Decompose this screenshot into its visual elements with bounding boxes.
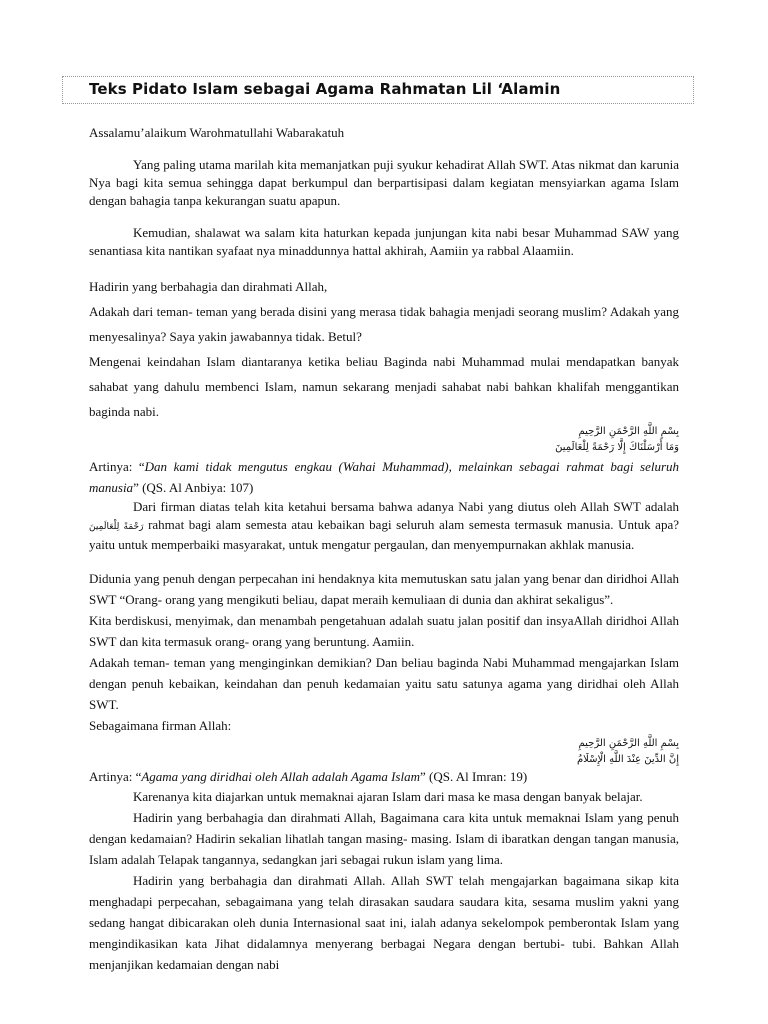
paragraph-keindahan: Mengenai keindahan Islam diantaranya ketika beliau Baginda nabi Muhammad mulai mendapatkan banyak sahabat yang dahulu membenci Islam, namun sekarang menjadi sahabat nabi bahkan khalifah menggantikan baginda nabi. <box>89 354 679 419</box>
paragraph-opening: Yang paling utama marilah kita memanjatkan puji syukur kehadirat Allah SWT. Atas nikmat dan karunia Nya bagi kita semua sehingga dapat berkumpul dan berpartisipasi dalam kegiatan mensyiarkan agama Islam dengan bahagia tanpa kekurangan suatu apapun. <box>89 157 679 208</box>
paragraph-question: Adakah dari teman- teman yang berada disini yang merasa tidak bahagia menjadi seorang muslim? Adakah yang menyesalinya? Saya yakin jawabannya tidak. Betul? <box>89 304 679 344</box>
document-body <box>89 124 679 975</box>
paragraph-diskusi: Kita berdiskusi, menyimak, dan menambah pengetahuan adalah suatu jalan positif dan insyaAllah diridhoi Allah SWT dan kita termasuk orang- orang yang beruntung. Aamiin. <box>89 613 679 649</box>
document-title: Teks Pidato Islam sebagai Agama Rahmatan Lil ‘Alamin <box>89 80 561 98</box>
translation-2-text: Agama yang diridhai oleh Allah adalah Agama Islam <box>141 769 420 784</box>
arabic-verse-1: وَمَا أَرْسَلْنَاكَ إِلَّا رَحْمَةً لِلْعَالَمِينَ <box>555 442 679 453</box>
paragraph-perpecahan: Didunia yang penuh dengan perpecahan ini hendaknya kita memutuskan satu jalan yang benar dan diridhoi Allah SWT “Orang- orang yang mengikuti beliau, dapat meraih kemuliaan di dunia dan akhirat sekaligus”. <box>89 571 679 607</box>
translation-1-text: Dan kami tidak mengutus engkau (Wahai Muhammad), melainkan sebagai rahmat bagi seluruh manusia <box>89 459 680 495</box>
paragraph-shalawat: Kemudian, shalawat wa salam kita haturkan kepada junjungan kita nabi besar Muhammad SAW yang senantiasa kita nantikan syafaat nya minaddunnya hattal akhirah, Aamiin ya rabbal Alaamiin. <box>89 225 679 258</box>
greeting: Assalamu’alaikum Warohmatullahi Wabarakatuh <box>89 125 345 140</box>
arabic-verse-2: إِنَّ الدِّينَ عِنْدَ اللَّهِ الْإِسْلَامُ <box>576 754 679 765</box>
translation-2-prefix: Artinya: “ <box>89 769 142 784</box>
arabic-basmala-2: بِسْمِ اللَّهِ الرَّحْمَنِ الرَّحِيمِ <box>578 738 679 749</box>
translation-1-source: ” (QS. Al Anbiya: 107) <box>133 480 254 495</box>
paragraph-firman-allah: Sebagaimana firman Allah: <box>89 718 232 733</box>
paragraph-jihad: Hadirin yang berbahagia dan dirahmati Allah. Allah SWT telah mengajarkan bagaimana sikap kita menghadapi perpecahan, sebagaimana yang telah dirasakan saudara saudara kita, sesama muslim yakni yang sedang hangat dibicarakan oleh dunia Internasional saat ini, ialah adanya sekelompok pemberontak Islam yang mengindikasikan kata Jihat didalamnya menyerang berbagai Negara dengan bertubi- tubi. Bahkan Allah menjanjikan kedamaian dengan nabi <box>89 873 679 972</box>
translation-1 <box>89 456 679 498</box>
arabic-inline: رَحْمَةً لِلْعَالَمِينَ <box>89 522 144 532</box>
translation-1-prefix: Artinya: “ <box>89 459 145 474</box>
arabic-basmala-1: بِسْمِ اللَّهِ الرَّحْمَنِ الرَّحِيمِ <box>578 426 679 437</box>
paragraph-tangan: Hadirin yang berbahagia dan dirahmati Allah, Bagaimana cara kita untuk memaknai Islam yang penuh dengan kedamaian? Hadirin sekalian lihatlah tangan masing- masing. Islam di ibaratkan dengan tangan manusia, Islam adalah Telapak tangannya, sedangkan jari sebagai rukun islam yang lima. <box>89 810 679 867</box>
paragraph-firman-end: rahmat bagi alam semesta atau kebaikan bagi seluruh alam semesta termasuk manusia. Untuk apa? yaitu untuk memperbaiki masyarakat, untuk mengatur pergaulan, dan menyempurnakan akhlak manusia. <box>89 517 679 552</box>
paragraph-belajar: Karenanya kita diajarkan untuk memaknai ajaran Islam dari masa ke masa dengan banyak belajar. <box>133 789 643 804</box>
paragraph-firman-start: Dari firman diatas telah kita ketahui bersama bahwa adanya Nabi yang diutus oleh Allah SWT adalah <box>133 499 679 514</box>
paragraph-ajaran: Adakah teman- teman yang menginginkan demikian? Dan beliau baginda Nabi Muhammad mengajarkan Islam dengan penuh kebaikan, keindahan dan penuh kedamaian yaitu satu satunya agama yang diridhai oleh Allah SWT. <box>89 655 679 712</box>
translation-2-source: ” (QS. Al Imran: 19) <box>420 769 528 784</box>
translation-2 <box>89 768 679 786</box>
paragraph-firman <box>89 498 679 554</box>
paragraph-hadirin: Hadirin yang berbahagia dan dirahmati Allah, <box>89 279 328 294</box>
